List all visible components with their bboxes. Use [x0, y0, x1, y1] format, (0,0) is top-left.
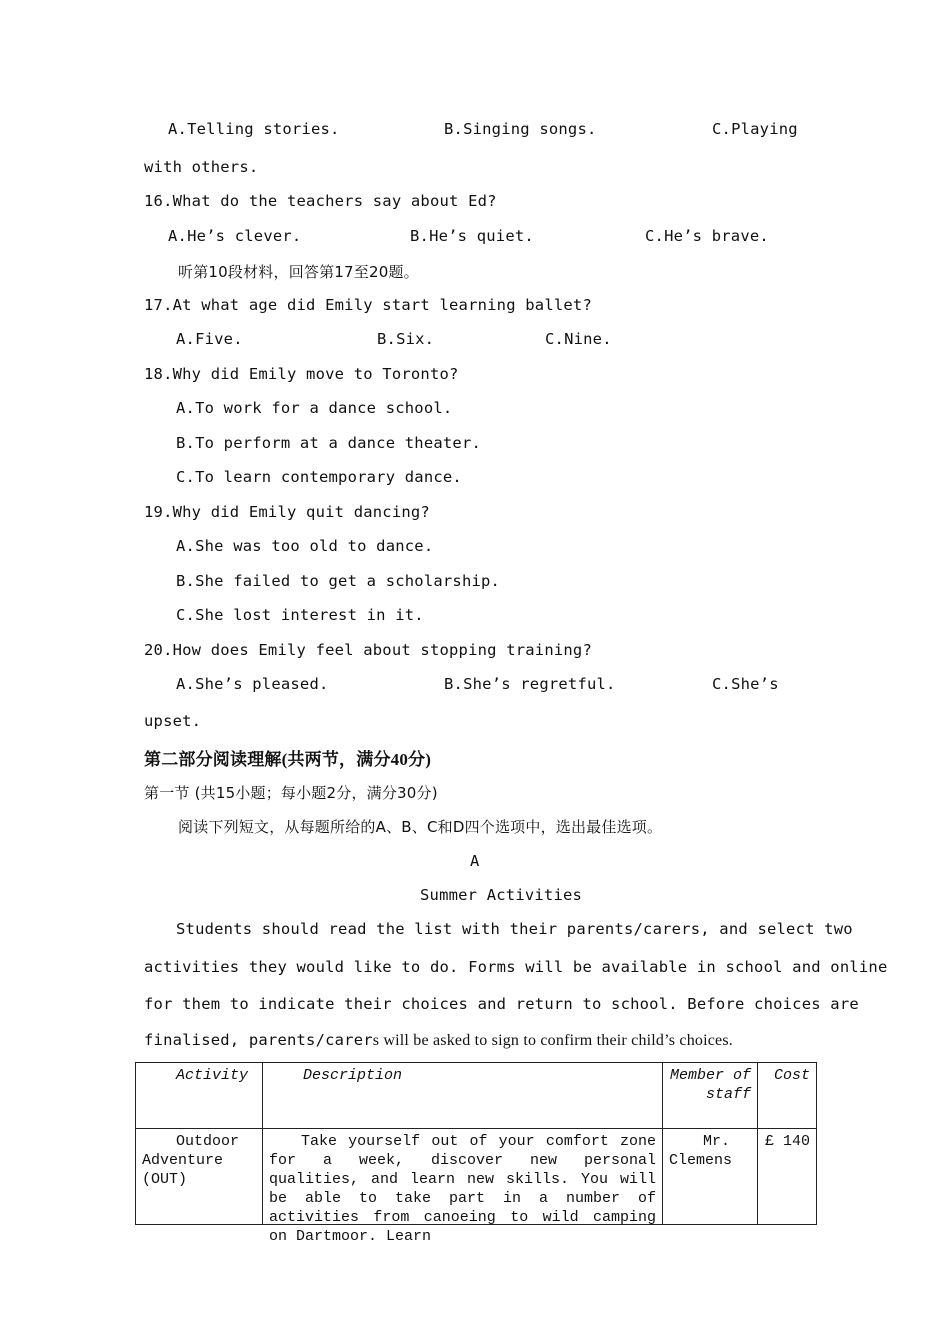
passage-line-2: activities they would like to do. Forms will be available in school and online: [144, 958, 888, 976]
cell-description: Take yourself out of your comfort zone for a week, discover new personal qualities, and learn new skills. You will be able to take part in a number of activities from canoeing to wild camping on Dartmoor. Learn: [263, 1129, 663, 1225]
passage-line-4: [144, 1031, 733, 1050]
q15-option-b[interactable]: B.Singing songs.: [444, 120, 597, 138]
part-2-title: 第二部分阅读理解(共两节，满分40分): [144, 750, 432, 769]
q15-option-a[interactable]: A.Telling stories.: [168, 120, 340, 138]
q19-option-c[interactable]: C.She lost interest in it.: [176, 606, 424, 624]
q16-option-a[interactable]: A.He’s clever.: [168, 227, 302, 245]
cell-cost: £ 140: [758, 1129, 817, 1225]
q18-option-c[interactable]: C.To learn contemporary dance.: [176, 468, 462, 486]
reading-instruction: 阅读下列短文，从每题所给的A、B、C和D四个选项中，选出最佳选项。: [178, 818, 663, 836]
section-1-title: 第一节 (共15小题；每小题2分，满分30分): [144, 784, 438, 802]
q18-option-b[interactable]: B.To perform at a dance theater.: [176, 434, 482, 452]
q18-option-a[interactable]: A.To work for a dance school.: [176, 399, 453, 417]
q15-option-c[interactable]: C.Playing: [712, 120, 798, 138]
passage-label: A: [470, 852, 480, 870]
q19-option-a[interactable]: A.She was too old to dance.: [176, 537, 434, 555]
header-activity: Activity: [136, 1063, 263, 1129]
q16-option-b[interactable]: B.He’s quiet.: [410, 227, 534, 245]
header-description: Description: [263, 1063, 663, 1129]
header-cost: Cost: [758, 1063, 817, 1129]
section-10-instruction: 听第10段材料，回答第17至20题。: [178, 263, 419, 281]
q20-option-a[interactable]: A.She’s pleased.: [176, 675, 329, 693]
cell-staff: Mr. Clemens: [663, 1129, 758, 1225]
q20-question: 20.How does Emily feel about stopping training?: [144, 641, 592, 659]
q20-option-b[interactable]: B.She’s regretful.: [444, 675, 616, 693]
q19-option-b[interactable]: B.She failed to get a scholarship.: [176, 572, 501, 590]
q17-option-b[interactable]: B.Six.: [377, 330, 435, 348]
cell-activity: Outdoor Adventure (OUT): [136, 1129, 263, 1225]
passage-line-3: for them to indicate their choices and return to school. Before choices are: [144, 995, 859, 1013]
q20-option-c[interactable]: C.She’s: [712, 675, 779, 693]
header-staff: Member of staff: [663, 1063, 758, 1129]
q18-question: 18.Why did Emily move to Toronto?: [144, 365, 459, 383]
activities-table: [135, 1062, 817, 1245]
passage-line-1: Students should read the list with their parents/carers, and select two: [176, 920, 853, 938]
q17-option-a[interactable]: A.Five.: [176, 330, 243, 348]
q16-option-c[interactable]: C.He’s brave.: [645, 227, 769, 245]
q15-option-c-continued: with others.: [144, 158, 259, 176]
table-header-row: [136, 1063, 817, 1129]
q19-question: 19.Why did Emily quit dancing?: [144, 503, 430, 521]
q17-option-c[interactable]: C.Nine.: [545, 330, 612, 348]
table-row: [136, 1129, 817, 1225]
passage-title: Summer Activities: [420, 886, 583, 904]
q20-option-c-continued: upset.: [144, 712, 202, 730]
q16-question: 16.What do the teachers say about Ed?: [144, 192, 497, 210]
q17-question: 17.At what age did Emily start learning ballet?: [144, 296, 592, 314]
passage-line-4-part-b: s will be asked to sign to confirm their child’s choices.: [372, 1032, 733, 1049]
passage-line-4-part-a: finalised, parents/carer: [144, 1031, 373, 1049]
